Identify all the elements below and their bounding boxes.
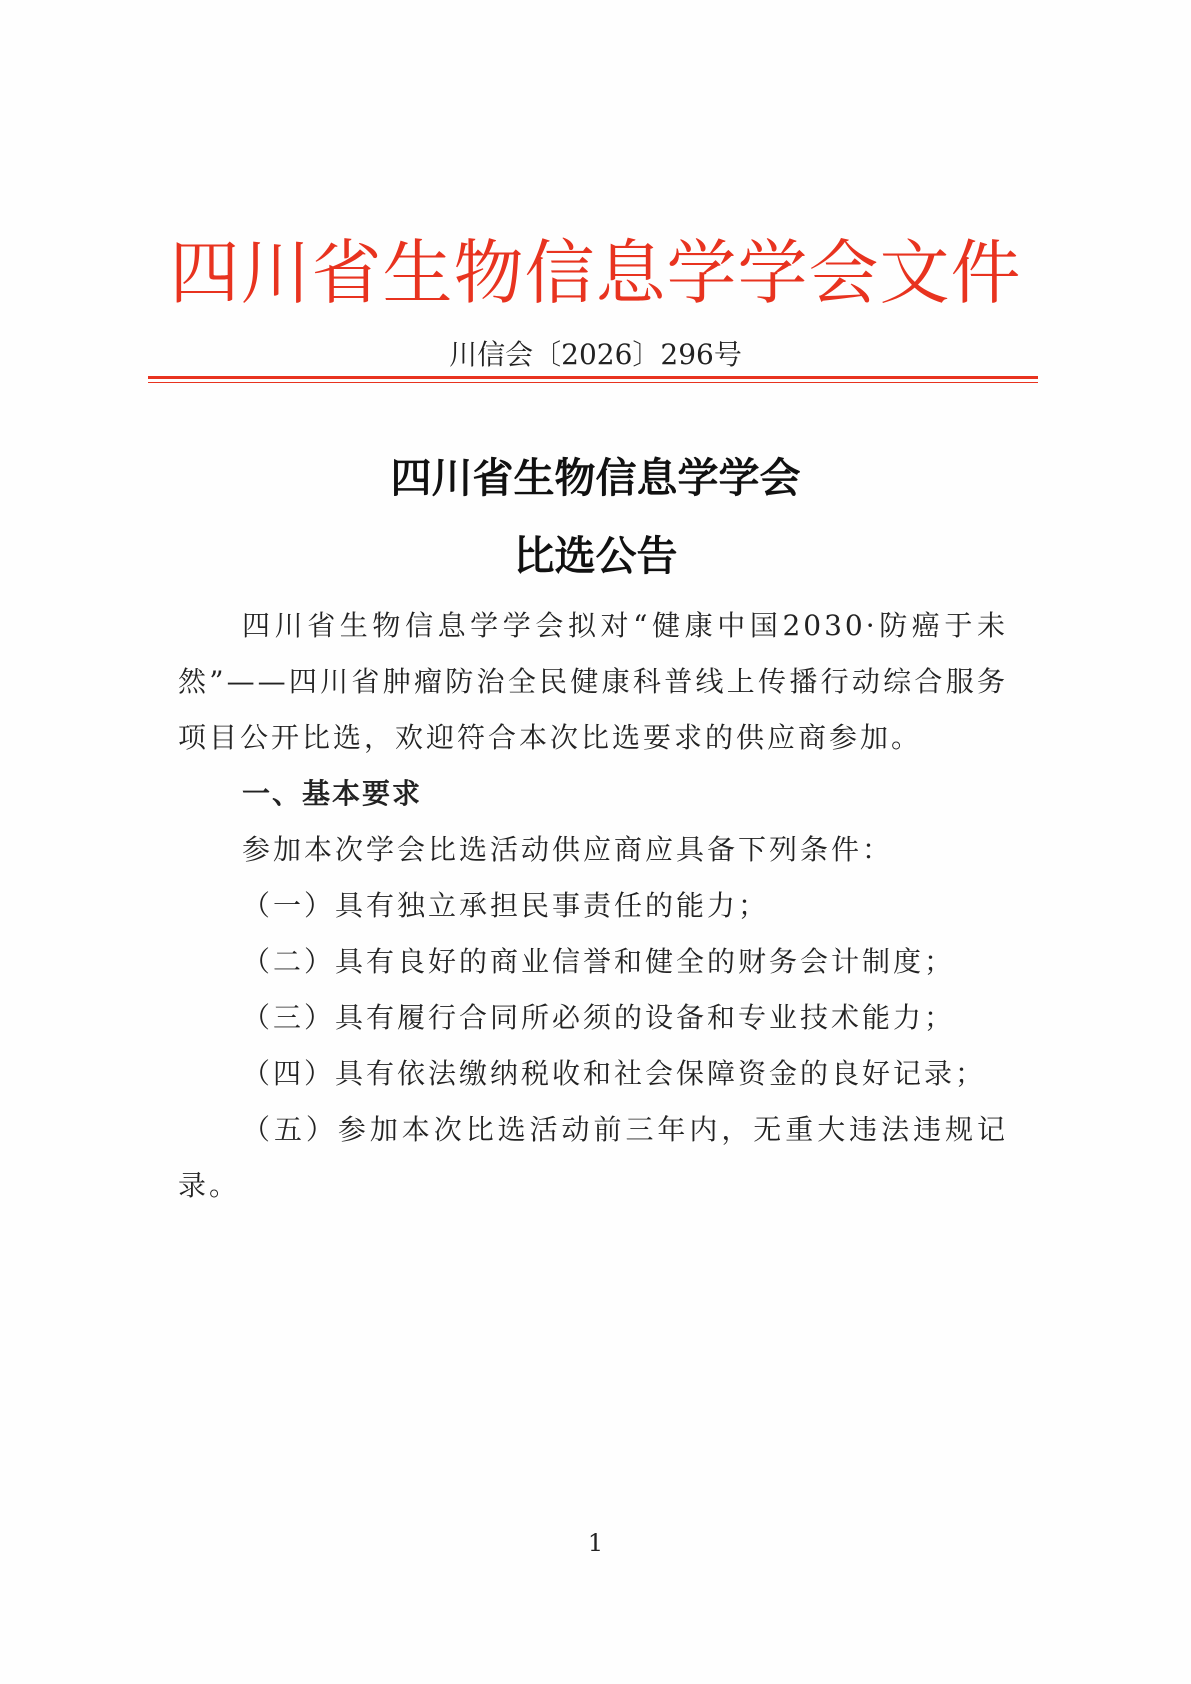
requirement-item: （四）具有依法缴纳税收和社会保障资金的良好记录； xyxy=(242,1057,987,1090)
requirement-item: （三）具有履行合同所必须的设备和专业技术能力； xyxy=(242,1001,956,1034)
header-red-rule-thick xyxy=(148,376,1038,379)
org-file-title: 四川省生物信息学学会文件 xyxy=(169,232,1022,314)
requirement-item: （二）具有良好的商业信誉和健全的财务会计制度； xyxy=(242,945,956,978)
section-lead-paragraph: 参加本次学会比选活动供应商应具备下列条件： xyxy=(242,833,894,866)
document-number: 川信会〔2026〕296号 xyxy=(449,338,742,371)
header-red-rule-thin xyxy=(148,382,1038,383)
intro-paragraph: 四川省生物信息学学会拟对“健康中国2030·防癌于未然”——四川省肿瘤防治全民健康科普线上传播行动综合服务项目公开比选，欢迎符合本次比选要求的供应商参加。 xyxy=(178,609,1008,754)
page-number: 1 xyxy=(587,1529,604,1557)
section-heading-basic-requirements: 一、基本要求 xyxy=(242,777,423,810)
announcement-title-org: 四川省生物信息学学会 xyxy=(390,454,801,502)
requirement-item: （一）具有独立承担民事责任的能力； xyxy=(242,889,770,922)
announcement-title: 比选公告 xyxy=(513,532,678,580)
requirement-item: （五）参加本次比选活动前三年内，无重大违法违规记录。 xyxy=(178,1113,1008,1202)
document-body xyxy=(178,598,1008,1214)
